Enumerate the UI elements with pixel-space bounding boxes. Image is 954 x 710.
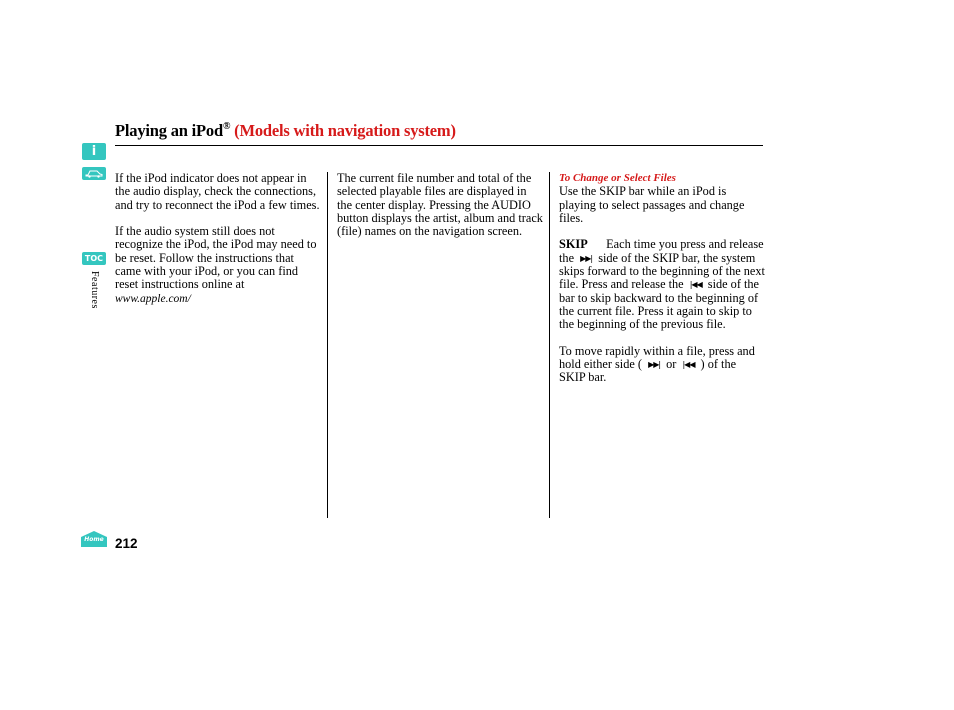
col1-paragraph-2 [115,225,321,306]
section-label: Features [89,271,100,309]
page-number: 212 [115,536,138,551]
toc-label: TOC [84,254,104,263]
title-main: Playing an iPod [115,121,223,140]
skip-text-3: side of the bar to skip backward to the beginning of the current file. Press it again to skip to the beginning of the previous file. [559,277,760,332]
col3-paragraph-1: Use the SKIP bar while an iPod is playing to select passages and change files. [559,184,745,225]
column-divider-1 [327,172,328,518]
column-divider-2 [549,172,550,518]
col1-paragraph-1: If the iPod indicator does not appear in the audio display, check the connections, and try to reconnect the iPod a few times. [115,171,320,212]
subheading: To Change or Select Files [559,172,676,184]
info-icon[interactable] [82,143,106,160]
toc-button[interactable] [82,252,106,265]
title-rule [115,145,763,146]
rapid-text-2: ) of the SKIP bar. [559,357,737,385]
page-title [115,121,456,141]
column-3 [559,172,765,398]
skip-text-1: Each time you press and release the [559,237,764,265]
column-2 [337,172,543,252]
rapid-or: or [666,357,677,372]
rapid-back-icon: |◀◀ [682,360,695,370]
skip-label: SKIP [559,237,588,252]
info-icon-glyph: i [91,144,97,159]
home-button[interactable] [81,531,107,547]
column-1 [115,172,321,319]
skip-forward-icon: ▶▶| [580,253,593,263]
col2-paragraph-1: The current file number and total of the selected playable files are displayed in the center display. Pressing the AUDIO button displays the artist, album and track (file) names on the navigation screen. [337,171,543,239]
rapid-forward-icon: ▶▶| [648,360,661,370]
skip-paragraph [559,238,765,331]
col1-paragraph-2-text: If the audio system still does not recognize the iPod, the iPod may need to be reset. Follow the instructions that came with your iPod, or you can find reset instructions online at [115,224,317,292]
apple-url: www.apple.com/ [115,292,191,305]
rapid-text-1: To move rapidly within a file, press and hold either side ( [559,343,755,372]
car-outline-icon [85,169,103,178]
registered-mark: ® [222,121,231,132]
car-icon[interactable] [82,167,106,180]
rapid-paragraph [559,345,765,385]
skip-text-2: side of the SKIP bar, the system skips forward to the beginning of the next file. Press and release the [559,250,765,292]
title-subtitle: (Models with navigation system) [230,121,456,140]
home-label: Home [84,536,104,543]
skip-back-icon: |◀◀ [689,280,702,290]
